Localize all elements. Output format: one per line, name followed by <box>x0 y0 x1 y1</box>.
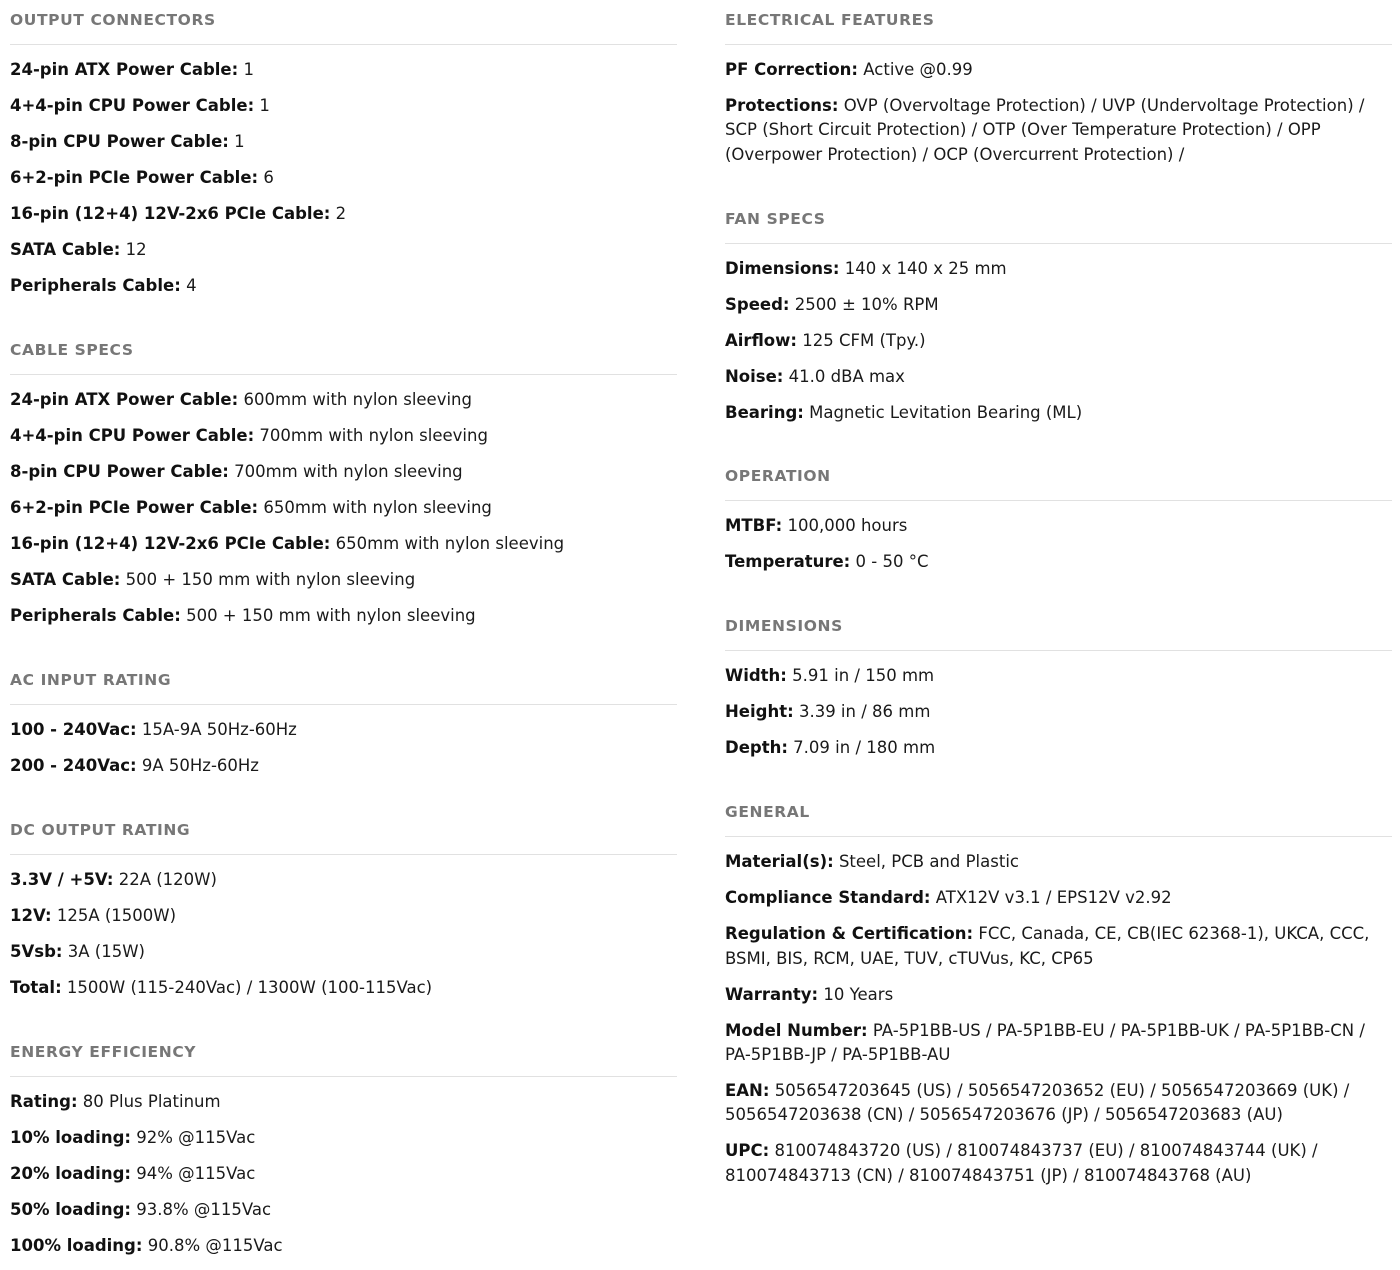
spec-value: 0 - 50 °C <box>850 552 929 572</box>
divider <box>10 374 677 375</box>
spec-value: ATX12V v3.1 / EPS12V v2.92 <box>930 888 1172 908</box>
spec-value: 90.8% @115Vac <box>142 1235 283 1255</box>
spec-value: 125A (1500W) <box>51 905 177 925</box>
spec-label: Height: <box>725 702 794 722</box>
spec-row <box>725 550 1392 574</box>
spec-value: FCC, Canada, CE, CB(IEC 62368-1), UKCA, CCC, BSMI, BIS, RCM, UAE, TUV, cTUVus, KC, CP65 <box>725 924 1370 968</box>
spec-value: Magnetic Levitation Bearing (ML) <box>803 402 1083 422</box>
spec-row <box>725 257 1392 281</box>
spec-label: Rating: <box>10 1091 78 1111</box>
spec-row <box>10 238 677 262</box>
section-gap <box>725 772 1392 792</box>
section-title: AC INPUT RATING <box>10 670 172 689</box>
section-fan-specs <box>725 199 1392 425</box>
section-operation <box>725 456 1392 574</box>
section-electrical-features <box>725 0 1392 167</box>
spec-value: 3A (15W) <box>62 941 145 961</box>
spec-row <box>10 568 677 592</box>
spec-label: 4+4-pin CPU Power Cable: <box>10 425 255 445</box>
spec-row <box>10 976 677 1000</box>
spec-label: Protections: <box>725 95 839 115</box>
spec-label: Compliance Standard: <box>725 888 931 908</box>
spec-row <box>725 700 1392 724</box>
spec-value: 1 <box>228 131 245 151</box>
section-gap <box>725 436 1392 456</box>
spec-row <box>10 94 677 118</box>
spec-label: Noise: <box>725 366 784 386</box>
spec-label: 24-pin ATX Power Cable: <box>10 60 239 79</box>
spec-value: 700mm with nylon sleeving <box>254 425 488 445</box>
spec-value: PA-5P1BB-US / PA-5P1BB-EU / PA-5P1BB-UK / PA-5P1BB-CN / PA-5P1BB-JP / PA-5P1BB-AU <box>725 1020 1365 1064</box>
section-cable-specs <box>10 330 677 628</box>
spec-value: 1500W (115-240Vac) / 1300W (100-115Vac) <box>61 977 433 997</box>
spec-value: 500 + 150 mm with nylon sleeving <box>120 569 416 589</box>
spec-label: 4+4-pin CPU Power Cable: <box>10 95 255 115</box>
spec-value: 9A 50Hz-60Hz <box>136 755 259 775</box>
spec-row <box>725 736 1392 760</box>
spec-label: 3.3V / +5V: <box>10 869 114 889</box>
spec-row <box>10 1126 677 1150</box>
section-title: OPERATION <box>725 467 831 486</box>
spec-label: 20% loading: <box>10 1163 131 1183</box>
spec-value: 4 <box>180 275 197 295</box>
spec-row <box>10 460 677 484</box>
spec-row <box>725 850 1392 874</box>
spec-row <box>10 754 677 778</box>
section-dc-output-rating <box>10 810 677 1000</box>
spec-row <box>10 1234 677 1258</box>
spec-row <box>10 1162 677 1186</box>
spec-row <box>725 922 1392 971</box>
spec-value: 93.8% @115Vac <box>131 1199 272 1219</box>
spec-label: Model Number: <box>725 1020 868 1040</box>
spec-value: 12 <box>120 239 147 259</box>
spec-row <box>10 496 677 520</box>
spec-row <box>725 58 1392 82</box>
spec-row <box>10 1198 677 1222</box>
spec-label: 12V: <box>10 905 52 925</box>
spec-value: 140 x 140 x 25 mm <box>839 258 1007 278</box>
spec-label: UPC: <box>725 1141 770 1161</box>
spec-row <box>725 401 1392 425</box>
divider <box>10 1076 677 1077</box>
spec-value: Active @0.99 <box>858 60 973 79</box>
section-title: GENERAL <box>725 803 810 822</box>
section-ac-input-rating <box>10 660 677 778</box>
spec-value: 650mm with nylon sleeving <box>258 497 492 517</box>
section-gap <box>10 640 677 660</box>
section-energy-efficiency <box>10 1032 677 1258</box>
section-gap <box>10 790 677 810</box>
spec-row <box>725 329 1392 353</box>
spec-label: Bearing: <box>725 402 804 422</box>
spec-value: 10 Years <box>818 984 894 1004</box>
spec-label: 6+2-pin PCIe Power Cable: <box>10 497 259 517</box>
spec-value: 3.39 in / 86 mm <box>793 702 931 722</box>
spec-label: Warranty: <box>725 984 819 1004</box>
section-gap <box>725 179 1392 199</box>
spec-value: 600mm with nylon sleeving <box>238 389 472 409</box>
spec-row <box>10 388 677 412</box>
divider <box>725 836 1392 837</box>
spec-value: 650mm with nylon sleeving <box>330 533 565 553</box>
spec-label: 8-pin CPU Power Cable: <box>10 461 229 481</box>
spec-value: 41.0 dBA max <box>783 366 905 386</box>
left-column <box>10 0 677 1270</box>
section-title: ELECTRICAL FEATURES <box>725 11 935 29</box>
spec-row <box>10 532 677 556</box>
spec-label: Regulation & Certification: <box>725 924 974 944</box>
section-title: OUTPUT CONNECTORS <box>10 11 216 29</box>
spec-value: 2500 ± 10% RPM <box>789 294 939 314</box>
spec-row <box>10 604 677 628</box>
spec-label: 6+2-pin PCIe Power Cable: <box>10 167 259 187</box>
spec-row <box>10 424 677 448</box>
spec-row <box>725 365 1392 389</box>
divider <box>725 243 1392 244</box>
spec-row <box>725 293 1392 317</box>
spec-value: 5.91 in / 150 mm <box>786 666 935 686</box>
spec-label: 24-pin ATX Power Cable: <box>10 389 239 409</box>
spec-value: 1 <box>238 60 254 79</box>
spec-value: 22A (120W) <box>113 869 217 889</box>
section-title: DC OUTPUT RATING <box>10 820 191 839</box>
spec-row <box>725 983 1392 1007</box>
divider <box>725 500 1392 501</box>
spec-row <box>10 166 677 190</box>
spec-row <box>10 130 677 154</box>
spec-label: 100% loading: <box>10 1235 143 1255</box>
spec-label: PF Correction: <box>725 60 859 79</box>
spec-label: 16-pin (12+4) 12V-2x6 PCIe Cable: <box>10 533 331 553</box>
spec-label: EAN: <box>725 1080 770 1100</box>
spec-row <box>725 1079 1392 1128</box>
spec-value: 6 <box>258 167 274 187</box>
spec-row <box>725 886 1392 910</box>
spec-label: Peripherals Cable: <box>10 275 181 295</box>
spec-value: 700mm with nylon sleeving <box>228 461 463 481</box>
spec-value: 92% @115Vac <box>131 1127 256 1147</box>
spec-label: 200 - 240Vac: <box>10 755 137 775</box>
section-title: CABLE SPECS <box>10 340 134 359</box>
spec-row <box>10 868 677 892</box>
spec-label: Dimensions: <box>725 258 840 278</box>
spec-label: Width: <box>725 666 787 686</box>
section-output-connectors <box>10 0 677 298</box>
spec-row <box>725 94 1392 167</box>
spec-row <box>725 1139 1392 1188</box>
spec-row <box>725 664 1392 688</box>
divider <box>10 854 677 855</box>
spec-value: 80 Plus Platinum <box>77 1091 221 1111</box>
right-column <box>725 0 1392 1199</box>
spec-value: 15A-9A 50Hz-60Hz <box>136 719 297 739</box>
spec-label: Speed: <box>725 294 790 314</box>
spec-row <box>10 718 677 742</box>
spec-value: 5056547203645 (US) / 5056547203652 (EU) / 5056547203669 (UK) / 5056547203638 (CN) / 5056547203676 (JP) / 5056547203683 (AU) <box>725 1080 1350 1125</box>
spec-label: 10% loading: <box>10 1127 131 1147</box>
spec-label: Temperature: <box>725 552 851 572</box>
spec-label: 5Vsb: <box>10 941 63 961</box>
spec-label: 50% loading: <box>10 1199 131 1219</box>
spec-label: 100 - 240Vac: <box>10 719 137 739</box>
spec-value: 500 + 150 mm with nylon sleeving <box>180 605 476 625</box>
spec-value: 94% @115Vac <box>131 1163 256 1183</box>
spec-label: Airflow: <box>725 330 797 350</box>
divider <box>725 44 1392 45</box>
section-gap <box>10 1012 677 1032</box>
spec-label: Depth: <box>725 738 788 758</box>
spec-value: Steel, PCB and Plastic <box>833 852 1019 872</box>
spec-label: SATA Cable: <box>10 569 121 589</box>
section-title: ENERGY EFFICIENCY <box>10 1042 197 1061</box>
spec-value: 7.09 in / 180 mm <box>787 738 936 758</box>
spec-row <box>10 58 677 82</box>
spec-label: Total: <box>10 977 62 997</box>
spec-row <box>725 1019 1392 1068</box>
divider <box>10 704 677 705</box>
spec-row <box>10 1090 677 1114</box>
spec-row <box>725 514 1392 538</box>
spec-value: OVP (Overvoltage Protection) / UVP (Undervoltage Protection) / SCP (Short Circuit Protection) / OTP (Over Temperature Protection) / OPP (Overpower Protection) / OCP (Overcurrent Protection) / <box>725 95 1365 164</box>
spec-value: 810074843720 (US) / 810074843737 (EU) / 810074843744 (UK) / 810074843713 (CN) / 810074843751 (JP) / 810074843768 (AU) <box>725 1141 1318 1185</box>
spec-label: Peripherals Cable: <box>10 605 181 625</box>
section-gap <box>725 586 1392 606</box>
spec-value: 125 CFM (Tpy.) <box>796 330 926 350</box>
spec-value: 1 <box>254 95 270 115</box>
spec-label: Material(s): <box>725 852 834 872</box>
spec-label: 16-pin (12+4) 12V-2x6 PCIe Cable: <box>10 203 331 223</box>
spec-label: 8-pin CPU Power Cable: <box>10 131 229 151</box>
section-general <box>725 792 1392 1187</box>
spec-row <box>10 904 677 928</box>
section-dimensions <box>725 606 1392 760</box>
spec-row <box>10 940 677 964</box>
spec-row <box>10 274 677 298</box>
spec-label: SATA Cable: <box>10 239 121 259</box>
spec-value: 2 <box>330 203 347 223</box>
divider <box>725 650 1392 651</box>
divider <box>10 44 677 45</box>
spec-row <box>10 202 677 226</box>
spec-value: 100,000 hours <box>782 516 908 536</box>
section-title: FAN SPECS <box>725 209 826 228</box>
spec-label: MTBF: <box>725 516 783 536</box>
section-title: DIMENSIONS <box>725 617 843 636</box>
section-gap <box>10 310 677 330</box>
